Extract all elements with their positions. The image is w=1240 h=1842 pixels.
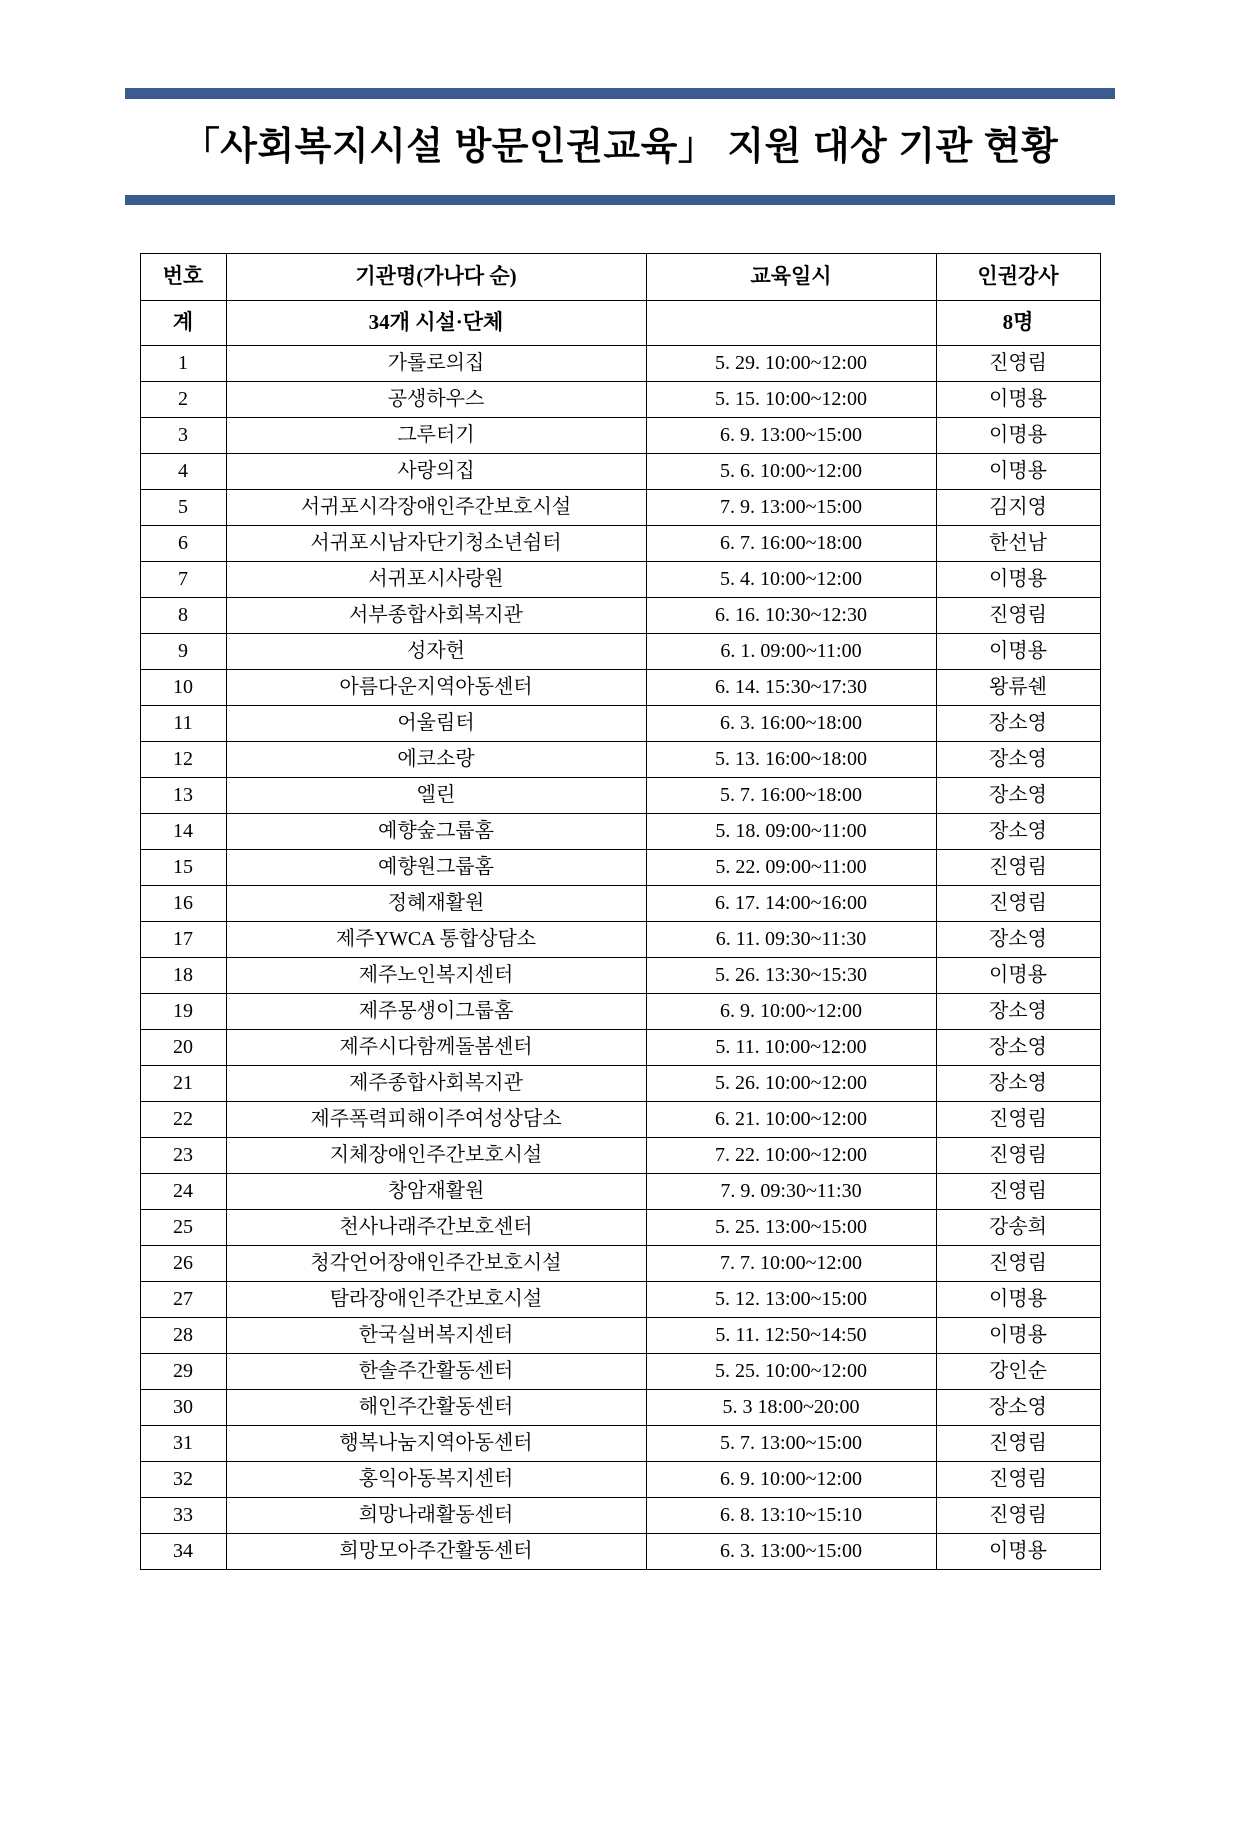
- row-number: 32: [140, 1461, 226, 1497]
- instructor-name: 이명용: [936, 1317, 1100, 1353]
- instructor-name: 장소영: [936, 993, 1100, 1029]
- education-datetime: 5. 25. 13:00~15:00: [646, 1209, 936, 1245]
- table-row: [140, 957, 1100, 993]
- row-number: 11: [140, 705, 226, 741]
- table-row: [140, 525, 1100, 561]
- table-row: [140, 417, 1100, 453]
- instructor-name: 진영림: [936, 1425, 1100, 1461]
- institution-name: 제주시다함께돌봄센터: [226, 1029, 646, 1065]
- row-number: 17: [140, 921, 226, 957]
- instructor-name: 장소영: [936, 1389, 1100, 1425]
- education-datetime: 5. 12. 13:00~15:00: [646, 1281, 936, 1317]
- page-title: 「사회복지시설 방문인권교육」 지원 대상 기관 현황: [181, 126, 1059, 168]
- row-number: 15: [140, 849, 226, 885]
- table-row: [140, 1029, 1100, 1065]
- education-datetime: 6. 16. 10:30~12:30: [646, 597, 936, 633]
- education-datetime: 5. 26. 13:30~15:30: [646, 957, 936, 993]
- instructor-name: 진영림: [936, 1245, 1100, 1281]
- table-row: [140, 1173, 1100, 1209]
- instructor-name: 진영림: [936, 1497, 1100, 1533]
- education-datetime: 6. 9. 10:00~12:00: [646, 993, 936, 1029]
- table-row: [140, 741, 1100, 777]
- institution-name: 홍익아동복지센터: [226, 1461, 646, 1497]
- education-datetime: 6. 8. 13:10~15:10: [646, 1497, 936, 1533]
- institution-name: 한솔주간활동센터: [226, 1353, 646, 1389]
- instructor-name: 진영림: [936, 1101, 1100, 1137]
- row-number: 31: [140, 1425, 226, 1461]
- education-datetime: 5. 26. 10:00~12:00: [646, 1065, 936, 1101]
- institution-name: 정혜재활원: [226, 885, 646, 921]
- education-datetime: 6. 17. 14:00~16:00: [646, 885, 936, 921]
- instructor-name: 이명용: [936, 1533, 1100, 1569]
- institution-name: 그루터기: [226, 417, 646, 453]
- row-number: 27: [140, 1281, 226, 1317]
- instructor-name: 진영림: [936, 1173, 1100, 1209]
- institution-name: 제주노인복지센터: [226, 957, 646, 993]
- table-row: [140, 1425, 1100, 1461]
- education-datetime: 6. 21. 10:00~12:00: [646, 1101, 936, 1137]
- table-row: [140, 489, 1100, 525]
- instructor-name: 이명용: [936, 561, 1100, 597]
- education-datetime: 5. 4. 10:00~12:00: [646, 561, 936, 597]
- row-number: 3: [140, 417, 226, 453]
- education-datetime: 5. 25. 10:00~12:00: [646, 1353, 936, 1389]
- institution-name: 제주몽생이그룹홈: [226, 993, 646, 1029]
- table-body: [140, 300, 1100, 1569]
- table-row: [140, 1533, 1100, 1569]
- education-datetime: 7. 7. 10:00~12:00: [646, 1245, 936, 1281]
- instructor-name: 장소영: [936, 777, 1100, 813]
- instructor-name: 장소영: [936, 1029, 1100, 1065]
- education-datetime: 6. 3. 13:00~15:00: [646, 1533, 936, 1569]
- table-row: [140, 1497, 1100, 1533]
- instructor-name: 이명용: [936, 1281, 1100, 1317]
- education-datetime: 5. 11. 12:50~14:50: [646, 1317, 936, 1353]
- row-number: 14: [140, 813, 226, 849]
- institution-name: 가롤로의집: [226, 345, 646, 381]
- instructor-name: 강인순: [936, 1353, 1100, 1389]
- instructor-name: 김지영: [936, 489, 1100, 525]
- column-header-no: 번호: [140, 253, 226, 300]
- summary-date: [646, 300, 936, 345]
- education-datetime: 5. 6. 10:00~12:00: [646, 453, 936, 489]
- row-number: 10: [140, 669, 226, 705]
- instructor-name: 왕류쉔: [936, 669, 1100, 705]
- institution-name: 제주폭력피해이주여성상담소: [226, 1101, 646, 1137]
- row-number: 1: [140, 345, 226, 381]
- table-row: [140, 849, 1100, 885]
- institution-name: 한국실버복지센터: [226, 1317, 646, 1353]
- instructor-name: 이명용: [936, 381, 1100, 417]
- table-row: [140, 669, 1100, 705]
- education-datetime: 5. 7. 16:00~18:00: [646, 777, 936, 813]
- table-row: [140, 1389, 1100, 1425]
- institution-name: 창암재활원: [226, 1173, 646, 1209]
- table-row: [140, 813, 1100, 849]
- document-page: [0, 88, 1240, 1842]
- education-datetime: 6. 7. 16:00~18:00: [646, 525, 936, 561]
- row-number: 28: [140, 1317, 226, 1353]
- education-datetime: 5. 13. 16:00~18:00: [646, 741, 936, 777]
- institutions-table: [140, 253, 1101, 1570]
- row-number: 8: [140, 597, 226, 633]
- education-datetime: 5. 22. 09:00~11:00: [646, 849, 936, 885]
- row-number: 13: [140, 777, 226, 813]
- education-datetime: 6. 14. 15:30~17:30: [646, 669, 936, 705]
- instructor-name: 진영림: [936, 345, 1100, 381]
- institution-name: 사랑의집: [226, 453, 646, 489]
- table-header-row: [140, 253, 1100, 300]
- education-datetime: 5. 7. 13:00~15:00: [646, 1425, 936, 1461]
- title-bottom-rule: [125, 195, 1115, 205]
- row-number: 29: [140, 1353, 226, 1389]
- column-header-name: 기관명(가나다 순): [226, 253, 646, 300]
- row-number: 16: [140, 885, 226, 921]
- institution-name: 서귀포시사랑원: [226, 561, 646, 597]
- summary-label: 계: [140, 300, 226, 345]
- institution-name: 희망모아주간활동센터: [226, 1533, 646, 1569]
- instructor-name: 이명용: [936, 417, 1100, 453]
- table-row: [140, 777, 1100, 813]
- summary-total-facilities: 34개 시설·단체: [226, 300, 646, 345]
- instructor-name: 진영림: [936, 597, 1100, 633]
- row-number: 25: [140, 1209, 226, 1245]
- row-number: 22: [140, 1101, 226, 1137]
- instructor-name: 진영림: [936, 885, 1100, 921]
- education-datetime: 6. 9. 10:00~12:00: [646, 1461, 936, 1497]
- institution-name: 서귀포시남자단기청소년쉼터: [226, 525, 646, 561]
- institution-name: 엘린: [226, 777, 646, 813]
- table-row: [140, 705, 1100, 741]
- education-datetime: 5. 3 18:00~20:00: [646, 1389, 936, 1425]
- title-block: [125, 88, 1115, 205]
- row-number: 26: [140, 1245, 226, 1281]
- row-number: 30: [140, 1389, 226, 1425]
- institution-name: 서부종합사회복지관: [226, 597, 646, 633]
- column-header-date: 교육일시: [646, 253, 936, 300]
- row-number: 19: [140, 993, 226, 1029]
- institution-name: 희망나래활동센터: [226, 1497, 646, 1533]
- institution-name: 서귀포시각장애인주간보호시설: [226, 489, 646, 525]
- education-datetime: 6. 9. 13:00~15:00: [646, 417, 936, 453]
- institution-name: 청각언어장애인주간보호시설: [226, 1245, 646, 1281]
- table-row: [140, 561, 1100, 597]
- institution-name: 성자헌: [226, 633, 646, 669]
- table-row: [140, 1101, 1100, 1137]
- table-row: [140, 1065, 1100, 1101]
- education-datetime: 6. 1. 09:00~11:00: [646, 633, 936, 669]
- row-number: 5: [140, 489, 226, 525]
- table-row: [140, 885, 1100, 921]
- row-number: 20: [140, 1029, 226, 1065]
- row-number: 6: [140, 525, 226, 561]
- institution-name: 제주종합사회복지관: [226, 1065, 646, 1101]
- summary-total-teachers: 8명: [936, 300, 1100, 345]
- row-number: 4: [140, 453, 226, 489]
- table-row: [140, 1353, 1100, 1389]
- table-row: [140, 921, 1100, 957]
- institution-name: 예향숲그룹홈: [226, 813, 646, 849]
- education-datetime: 6. 11. 09:30~11:30: [646, 921, 936, 957]
- instructor-name: 이명용: [936, 453, 1100, 489]
- institution-name: 탐라장애인주간보호시설: [226, 1281, 646, 1317]
- row-number: 24: [140, 1173, 226, 1209]
- table-header: [140, 253, 1100, 300]
- instructor-name: 장소영: [936, 921, 1100, 957]
- row-number: 21: [140, 1065, 226, 1101]
- row-number: 33: [140, 1497, 226, 1533]
- table-row: [140, 1461, 1100, 1497]
- table-row: [140, 345, 1100, 381]
- instructor-name: 이명용: [936, 633, 1100, 669]
- row-number: 2: [140, 381, 226, 417]
- row-number: 9: [140, 633, 226, 669]
- table-row: [140, 1209, 1100, 1245]
- row-number: 18: [140, 957, 226, 993]
- instructor-name: 장소영: [936, 1065, 1100, 1101]
- table-row: [140, 1137, 1100, 1173]
- table-row: [140, 1245, 1100, 1281]
- instructor-name: 장소영: [936, 813, 1100, 849]
- table-row: [140, 453, 1100, 489]
- instructor-name: 이명용: [936, 957, 1100, 993]
- title-top-rule: [125, 88, 1115, 99]
- education-datetime: 7. 9. 13:00~15:00: [646, 489, 936, 525]
- summary-row: [140, 300, 1100, 345]
- institution-name: 에코소랑: [226, 741, 646, 777]
- table-row: [140, 381, 1100, 417]
- table-row: [140, 1317, 1100, 1353]
- column-header-teacher: 인권강사: [936, 253, 1100, 300]
- instructor-name: 한선남: [936, 525, 1100, 561]
- row-number: 7: [140, 561, 226, 597]
- instructor-name: 진영림: [936, 849, 1100, 885]
- instructor-name: 장소영: [936, 705, 1100, 741]
- education-datetime: 5. 15. 10:00~12:00: [646, 381, 936, 417]
- institution-name: 어울림터: [226, 705, 646, 741]
- row-number: 23: [140, 1137, 226, 1173]
- table-row: [140, 597, 1100, 633]
- row-number: 12: [140, 741, 226, 777]
- institution-name: 아름다운지역아동센터: [226, 669, 646, 705]
- institution-name: 행복나눔지역아동센터: [226, 1425, 646, 1461]
- institution-name: 지체장애인주간보호시설: [226, 1137, 646, 1173]
- education-datetime: 5. 11. 10:00~12:00: [646, 1029, 936, 1065]
- education-datetime: 7. 22. 10:00~12:00: [646, 1137, 936, 1173]
- education-datetime: 5. 18. 09:00~11:00: [646, 813, 936, 849]
- table-row: [140, 993, 1100, 1029]
- education-datetime: 7. 9. 09:30~11:30: [646, 1173, 936, 1209]
- row-number: 34: [140, 1533, 226, 1569]
- education-datetime: 6. 3. 16:00~18:00: [646, 705, 936, 741]
- institution-name: 제주YWCA 통합상담소: [226, 921, 646, 957]
- instructor-name: 장소영: [936, 741, 1100, 777]
- institution-name: 예향원그룹홈: [226, 849, 646, 885]
- instructor-name: 강송희: [936, 1209, 1100, 1245]
- institution-name: 공생하우스: [226, 381, 646, 417]
- table-row: [140, 633, 1100, 669]
- table-row: [140, 1281, 1100, 1317]
- institution-name: 해인주간활동센터: [226, 1389, 646, 1425]
- institution-name: 천사나래주간보호센터: [226, 1209, 646, 1245]
- education-datetime: 5. 29. 10:00~12:00: [646, 345, 936, 381]
- instructor-name: 진영림: [936, 1137, 1100, 1173]
- instructor-name: 진영림: [936, 1461, 1100, 1497]
